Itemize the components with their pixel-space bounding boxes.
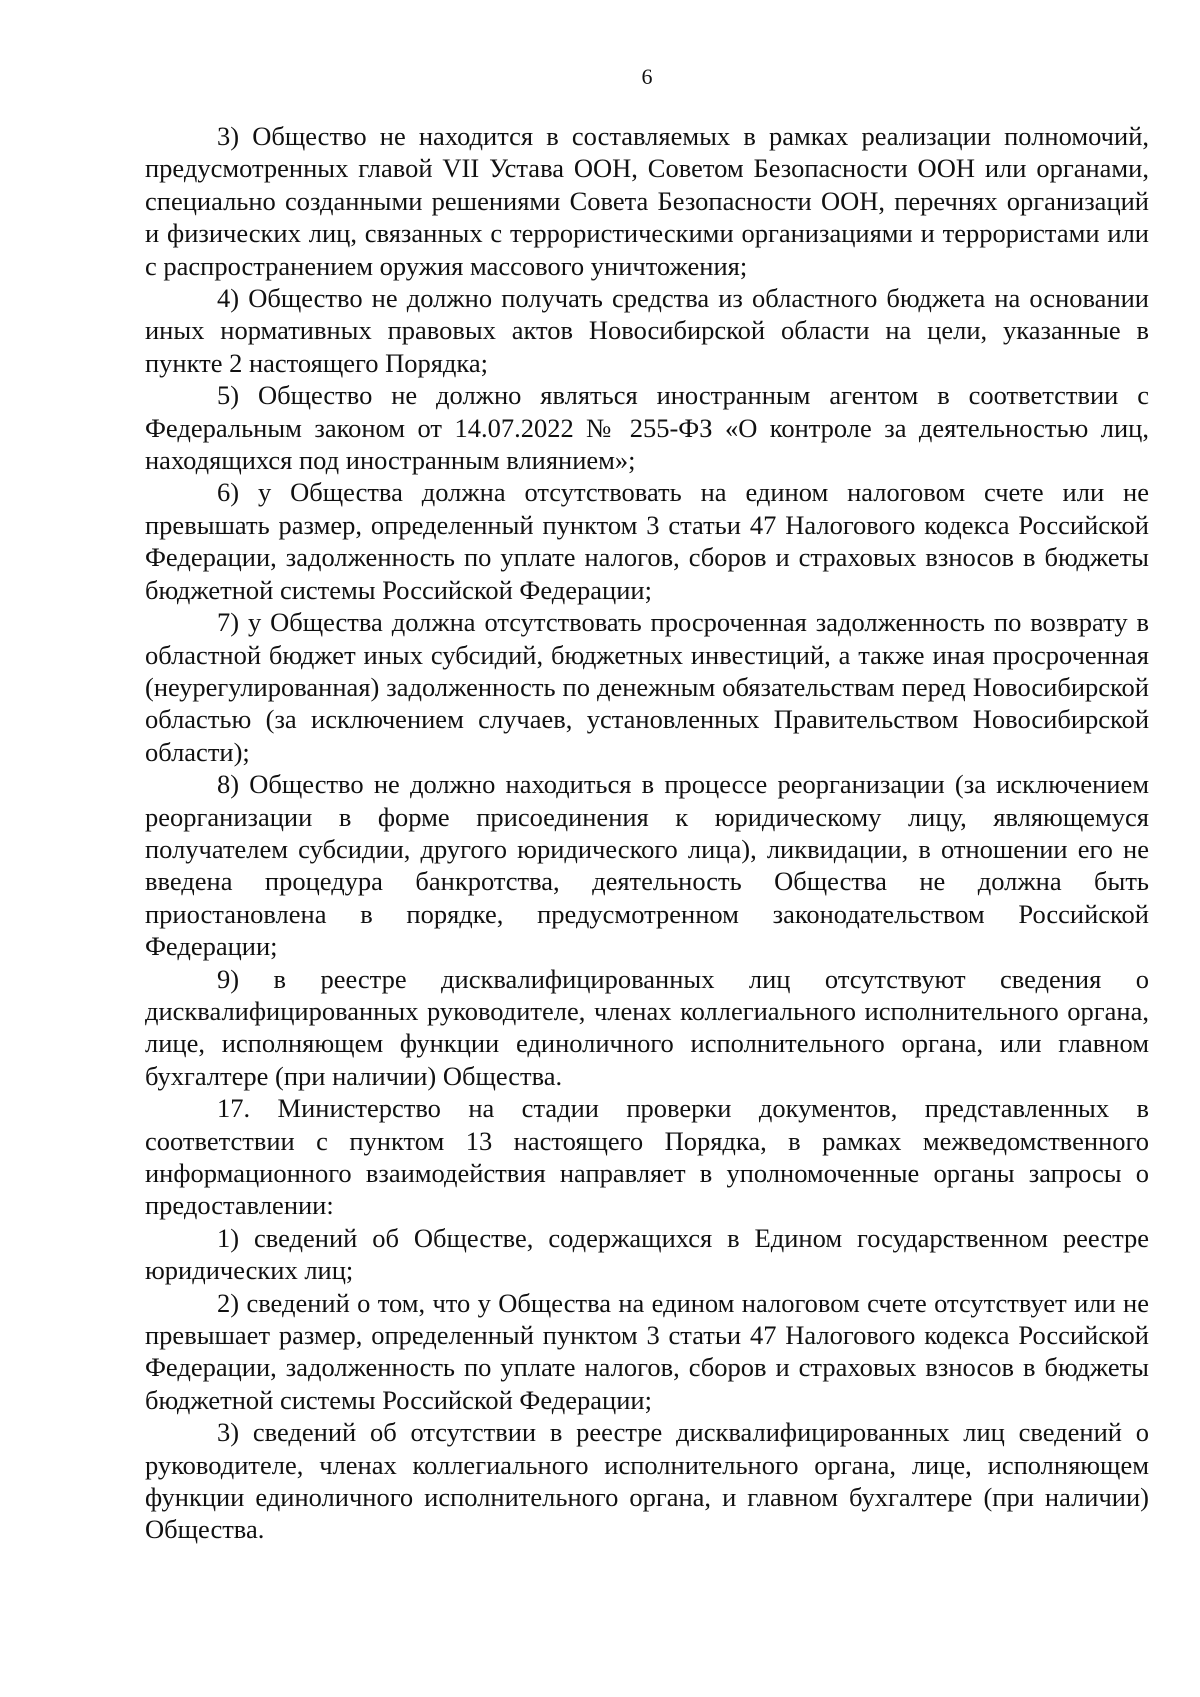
paragraph-subitem-1: 1) сведений об Обществе, содержащихся в Едином государственном реестре юридических лиц; <box>145 1222 1149 1286</box>
paragraph-subitem-3: 3) сведений об отсутствии в реестре дисквалифицированных лиц сведений о руководителе, членах коллегиального исполнительного органа, лице, исполняющем функции единоличного исполнительного органа, и главном бухгалтере (при наличии) Общества. <box>145 1417 1149 1545</box>
paragraph-section-17: 17. Министерство на стадии проверки документов, представленных в соответствии с пунктом 13 настоящего Порядка, в рамках межведомственного информационного взаимодействия направляет в уполномоченные органы запросы о предоставлении: <box>145 1093 1149 1221</box>
paragraph-item-7: 7) у Общества должна отсутствовать просроченная задолженность по возврату в областной бюджет иных субсидий, бюджетных инвестиций, а также иная просроченная (неурегулированная) задолженность по денежным обязательствам перед Новосибирской областью (за исключением случаев, установленных Правительством Новосибирской области); <box>145 607 1149 767</box>
paragraph-item-8: 8) Общество не должно находиться в процессе реорганизации (за исключением реорганизации в форме присоединения к юридическому лицу, являющемуся получателем субсидии, другого юридического лица), ликвидации, в отношении его не введена процедура банкротства, деятельность Общества не должна быть приостановлена в порядке, предусмотренном законодательством Российской Федерации; <box>145 769 1149 962</box>
paragraph-item-6: 6) у Общества должна отсутствовать на едином налоговом счете или не превышать размер, определенный пунктом 3 статьи 47 Налогового кодекса Российской Федерации, задолженность по уплате налогов, сборов и страховых взносов в бюджеты бюджетной системы Российской Федерации; <box>145 477 1149 605</box>
document-page <box>145 62 1149 1546</box>
paragraph-item-4: 4) Общество не должно получать средства из областного бюджета на основании иных нормативных правовых актов Новосибирской области на цели, указанные в пункте 2 настоящего Порядка; <box>145 283 1149 378</box>
paragraph-item-3: 3) Общество не находится в составляемых в рамках реализации полномочий, предусмотренных главой VII Устава ООН, Советом Безопасности ООН или органами, специально созданными решениями Совета Безопасности ООН, перечнях организаций и физических лиц, связанных с террористическими организациями и террористами или с распространением оружия массового уничтожения; <box>145 121 1149 281</box>
paragraph-subitem-2: 2) сведений о том, что у Общества на едином налоговом счете отсутствует или не превышает размер, определенный пунктом 3 статьи 47 Налогового кодекса Российской Федерации, задолженность по уплате налогов, сборов и страховых взносов в бюджеты бюджетной системы Российской Федерации; <box>145 1287 1149 1415</box>
paragraph-item-9: 9) в реестре дисквалифицированных лиц отсутствуют сведения о дисквалифицированных руководителе, членах коллегиального исполнительного органа, лице, исполняющем функции единоличного исполнительного органа, или главном бухгалтере (при наличии) Общества. <box>145 963 1149 1091</box>
paragraph-item-5: 5) Общество не должно являться иностранным агентом в соответствии с Федеральным законом от 14.07.2022 № 255-ФЗ «О контроле за деятельностью лиц, находящихся под иностранным влиянием»; <box>145 380 1149 476</box>
page-number: 6 <box>641 64 653 89</box>
